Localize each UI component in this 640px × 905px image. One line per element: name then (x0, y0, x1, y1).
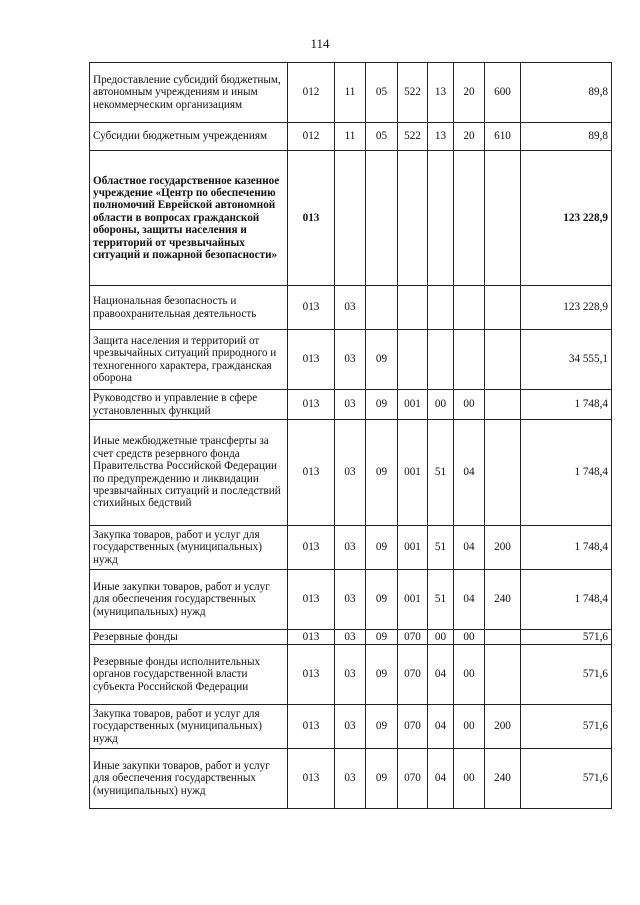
cell-expense-type (485, 420, 521, 526)
cell-expense-type: 240 (485, 570, 521, 630)
table-row (90, 570, 612, 630)
cell-target-article-1: 070 (398, 705, 428, 749)
cell-target-article-3: 00 (454, 705, 485, 749)
cell-amount: 89,8 (521, 123, 612, 151)
cell-amount: 1 748,4 (521, 526, 612, 570)
cell-grbs: 013 (288, 526, 335, 570)
cell-grbs: 012 (288, 63, 335, 123)
cell-target-article-3 (454, 330, 485, 390)
table-row (90, 286, 612, 330)
cell-subsection: 05 (366, 123, 398, 151)
cell-target-article-3: 20 (454, 63, 485, 123)
cell-amount: 571,6 (521, 705, 612, 749)
cell-subsection (366, 151, 398, 286)
cell-target-article-2: 13 (428, 63, 454, 123)
cell-subsection (366, 286, 398, 330)
page-number: 114 (310, 36, 330, 51)
cell-section: 03 (335, 390, 366, 420)
cell-section: 11 (335, 123, 366, 151)
table-row (90, 526, 612, 570)
cell-expense-type: 200 (485, 705, 521, 749)
cell-target-article-1 (398, 286, 428, 330)
cell-target-article-1: 001 (398, 570, 428, 630)
table-row (90, 420, 612, 526)
cell-subsection: 09 (366, 420, 398, 526)
cell-target-article-2: 51 (428, 420, 454, 526)
table-row (90, 749, 612, 809)
cell-section: 11 (335, 63, 366, 123)
table-row (90, 63, 612, 123)
cell-target-article-3: 04 (454, 526, 485, 570)
cell-section: 03 (335, 630, 366, 645)
cell-section: 03 (335, 286, 366, 330)
table-row (90, 330, 612, 390)
cell-target-article-2: 04 (428, 705, 454, 749)
cell-subsection: 09 (366, 526, 398, 570)
cell-target-article-3: 00 (454, 749, 485, 809)
cell-target-article-1: 001 (398, 420, 428, 526)
cell-target-article-1: 001 (398, 526, 428, 570)
cell-amount: 34 555,1 (521, 330, 612, 390)
cell-target-article-2 (428, 151, 454, 286)
cell-section: 03 (335, 526, 366, 570)
cell-target-article-1: 522 (398, 123, 428, 151)
cell-section: 03 (335, 330, 366, 390)
cell-grbs: 013 (288, 749, 335, 809)
cell-expense-type (485, 286, 521, 330)
cell-expense-type: 240 (485, 749, 521, 809)
cell-expense-type: 200 (485, 526, 521, 570)
cell-subsection: 09 (366, 749, 398, 809)
cell-subsection: 09 (366, 645, 398, 705)
cell-name: Закупка товаров, работ и услуг для государственных (муниципальных) нужд (90, 526, 288, 570)
cell-target-article-1: 522 (398, 63, 428, 123)
cell-grbs: 013 (288, 151, 335, 286)
cell-grbs: 013 (288, 645, 335, 705)
table-row (90, 151, 612, 286)
cell-amount: 1 748,4 (521, 570, 612, 630)
cell-grbs: 013 (288, 286, 335, 330)
cell-grbs: 013 (288, 570, 335, 630)
cell-target-article-1 (398, 151, 428, 286)
cell-target-article-2: 13 (428, 123, 454, 151)
cell-amount: 1 748,4 (521, 420, 612, 526)
cell-target-article-3 (454, 286, 485, 330)
cell-name: Иные закупки товаров, работ и услуг для обеспечения государственных (муниципальных) нужд (90, 749, 288, 809)
cell-target-article-1: 070 (398, 749, 428, 809)
cell-section: 03 (335, 749, 366, 809)
cell-expense-type (485, 151, 521, 286)
cell-name: Руководство и управление в сфере установленных функций (90, 390, 288, 420)
table-body (90, 63, 612, 809)
cell-target-article-1: 070 (398, 645, 428, 705)
cell-amount: 1 748,4 (521, 390, 612, 420)
cell-section (335, 151, 366, 286)
cell-target-article-3: 04 (454, 570, 485, 630)
cell-target-article-2: 00 (428, 390, 454, 420)
cell-grbs: 013 (288, 390, 335, 420)
cell-amount: 89,8 (521, 63, 612, 123)
cell-grbs: 012 (288, 123, 335, 151)
cell-subsection: 09 (366, 390, 398, 420)
cell-expense-type (485, 390, 521, 420)
cell-target-article-2 (428, 330, 454, 390)
cell-target-article-3: 20 (454, 123, 485, 151)
cell-target-article-1: 001 (398, 390, 428, 420)
cell-subsection: 05 (366, 63, 398, 123)
cell-name: Иные закупки товаров, работ и услуг для обеспечения государственных (муниципальных) нужд (90, 570, 288, 630)
cell-name: Защита населения и территорий от чрезвычайных ситуаций природного и техногенного характера, гражданская оборона (90, 330, 288, 390)
cell-grbs: 013 (288, 630, 335, 645)
cell-amount: 123 228,9 (521, 286, 612, 330)
cell-target-article-1: 070 (398, 630, 428, 645)
cell-expense-type (485, 645, 521, 705)
table-row (90, 630, 612, 645)
cell-section: 03 (335, 705, 366, 749)
cell-target-article-1 (398, 330, 428, 390)
cell-expense-type (485, 330, 521, 390)
cell-target-article-3: 00 (454, 390, 485, 420)
cell-section: 03 (335, 420, 366, 526)
cell-target-article-3: 00 (454, 630, 485, 645)
cell-name: Предоставление субсидий бюджетным, автономным учреждениям и иным некоммерческим организациям (90, 63, 288, 123)
cell-name: Областное государственное казенное учреждение «Центр по обеспечению полномочий Еврейской автономной области в вопросах гражданской обороны, защиты населения и территорий от чрезвычайных ситуаций и пожарной безопасности» (90, 151, 288, 286)
cell-name: Национальная безопасность и правоохранительная деятельность (90, 286, 288, 330)
table-row (90, 645, 612, 705)
cell-section: 03 (335, 570, 366, 630)
cell-target-article-2 (428, 286, 454, 330)
table-row (90, 390, 612, 420)
cell-subsection: 09 (366, 705, 398, 749)
cell-target-article-2: 04 (428, 749, 454, 809)
cell-amount: 123 228,9 (521, 151, 612, 286)
cell-name: Закупка товаров, работ и услуг для государственных (муниципальных) нужд (90, 705, 288, 749)
cell-grbs: 013 (288, 705, 335, 749)
cell-amount: 571,6 (521, 749, 612, 809)
table-row (90, 123, 612, 151)
cell-name: Иные межбюджетные трансферты за счет средств резервного фонда Правительства Российской Федерации по предупреждению и ликвидации чрезвычайных ситуаций и последствий стихийных бедствий (90, 420, 288, 526)
cell-grbs: 013 (288, 330, 335, 390)
cell-target-article-2: 04 (428, 645, 454, 705)
cell-subsection: 09 (366, 630, 398, 645)
cell-subsection: 09 (366, 330, 398, 390)
cell-section: 03 (335, 645, 366, 705)
cell-name: Субсидии бюджетным учреждениям (90, 123, 288, 151)
cell-target-article-2: 00 (428, 630, 454, 645)
cell-amount: 571,6 (521, 630, 612, 645)
cell-expense-type: 610 (485, 123, 521, 151)
cell-subsection: 09 (366, 570, 398, 630)
cell-target-article-2: 51 (428, 570, 454, 630)
cell-expense-type (485, 630, 521, 645)
cell-grbs: 013 (288, 420, 335, 526)
cell-amount: 571,6 (521, 645, 612, 705)
cell-target-article-3: 04 (454, 420, 485, 526)
cell-name: Резервные фонды исполнительных органов государственной власти субъекта Российской Федерации (90, 645, 288, 705)
budget-table (89, 62, 612, 809)
cell-target-article-3 (454, 151, 485, 286)
table-row (90, 705, 612, 749)
cell-target-article-3: 00 (454, 645, 485, 705)
cell-name: Резервные фонды (90, 630, 288, 645)
cell-target-article-2: 51 (428, 526, 454, 570)
cell-expense-type: 600 (485, 63, 521, 123)
